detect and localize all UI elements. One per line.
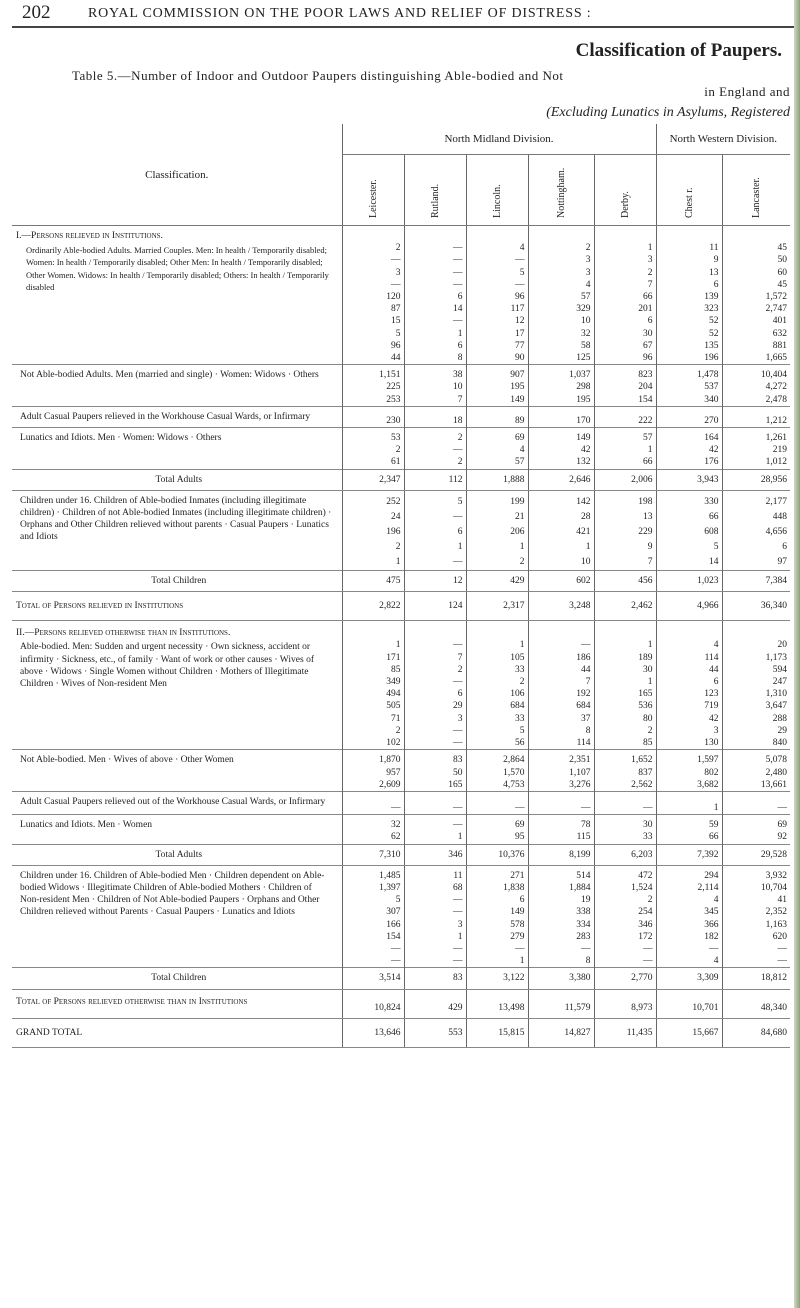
indoor-children-col: 2,177 448 4,656 6 97 xyxy=(722,490,790,570)
lunatic-col: 57 1 66 xyxy=(594,428,656,470)
top-rule xyxy=(12,26,794,28)
outdoor-ab-col: 1 171 85 349 494 505 71 2 102 xyxy=(342,639,404,749)
outdoor-children-col: 472 1,524 2 254 346 172 — — xyxy=(594,865,656,968)
outdoor-total: 10,824 xyxy=(342,989,404,1018)
notable-col: 907 195 149 xyxy=(466,365,528,407)
indoor-total-children: 7,384 xyxy=(722,570,790,591)
lunatic-col: 149 42 132 xyxy=(528,428,594,470)
ordinary-label: Ordinarily Able-bodied Adults. Married Couples. Men: In health / Temporarily disabled; Women: In health / Temporarily disabled; Other Men: In health / Temporarily disabled; Other Women. Widows: In health / Temporarily disabled; Others: In health / Temporarily disabled xyxy=(26,245,329,292)
notable-col: 1,037 298 195 xyxy=(528,365,594,407)
page-edge-shadow xyxy=(794,0,800,1308)
indoor-children-col: 198 13 229 9 7 xyxy=(594,490,656,570)
notable-col: 823 204 154 xyxy=(594,365,656,407)
outdoor-total-label: Total of Persons relieved otherwise than in Institutions xyxy=(12,989,342,1018)
col-rutland: Rutland. xyxy=(429,183,441,218)
col-chester: Chest r. xyxy=(683,187,695,218)
grand-total: 84,680 xyxy=(722,1018,790,1047)
indoor-total: 4,966 xyxy=(656,592,722,621)
outdoor-total-children: 18,812 xyxy=(722,968,790,989)
outdoor-total-adults: 7,310 xyxy=(342,844,404,865)
indoor-total-children: 475 xyxy=(342,570,404,591)
outdoor-lunatic-col: 59 66 xyxy=(656,815,722,844)
outdoor-lunatic-col: 69 95 xyxy=(466,815,528,844)
ordinary-col: 1 3 2 7 66 201 6 30 67 96 xyxy=(594,242,656,365)
north-western-header: North Western Division. xyxy=(656,124,790,155)
indoor-total-adults: 3,943 xyxy=(656,469,722,490)
outdoor-total-children: 3,380 xyxy=(528,968,594,989)
ordinary-col: — — — — 6 14 — 1 6 8 xyxy=(404,242,466,365)
indoor-total-children: 456 xyxy=(594,570,656,591)
grand-total: 15,667 xyxy=(656,1018,722,1047)
table-caption-cont: in England and xyxy=(704,84,790,99)
outdoor-total-adults: 7,392 xyxy=(656,844,722,865)
outdoor-ab-col: 20 1,173 594 247 1,310 3,647 288 29 840 xyxy=(722,639,790,749)
outdoor-total-adults: 10,376 xyxy=(466,844,528,865)
outdoor-notab-col: 2,351 1,107 3,276 xyxy=(528,750,594,792)
table-caption: Table 5.—Number of Indoor and Outdoor Paupers distinguishing Able-bodied and Not xyxy=(72,68,564,83)
outdoor-total: 429 xyxy=(404,989,466,1018)
outdoor-casual-cell: — xyxy=(722,791,790,814)
indoor-total-adults-label: Total Adults xyxy=(12,469,342,490)
classification-header: Classification. xyxy=(12,124,342,226)
outdoor-children-col: 294 2,114 4 345 366 182 — 4 xyxy=(656,865,722,968)
outdoor-ab-col: — 7 2 — 6 29 3 — — xyxy=(404,639,466,749)
outdoor-casual-cell: — xyxy=(342,791,404,814)
lunatic-label: Lunatics and Idiots. Men · Women: Widows · Others xyxy=(20,433,222,444)
section-title: Classification of Paupers. xyxy=(575,40,782,61)
indoor-total-adults: 112 xyxy=(404,469,466,490)
outdoor-notab-col: 1,597 802 3,682 xyxy=(656,750,722,792)
outdoor-notab-label: Not Able-bodied. Men · Wives of above · Other Women xyxy=(20,755,234,766)
notable-col: 10,404 4,272 2,478 xyxy=(722,365,790,407)
notable-col: 1,151 225 253 xyxy=(342,365,404,407)
ordinary-col: 2 3 3 4 57 329 10 32 58 125 xyxy=(528,242,594,365)
outdoor-total-adults: 346 xyxy=(404,844,466,865)
outdoor-total-adults: 6,203 xyxy=(594,844,656,865)
outdoor-total: 48,340 xyxy=(722,989,790,1018)
ordinary-col: 4 — 5 — 96 117 12 17 77 90 xyxy=(466,242,528,365)
indoor-children-label: Children under 16. Children of Able-bodied Inmates (including illegitimate children) · Children of not Able-bodied Inmates (including illegitimate children) · Orphans and Other Children relieved without parents · Casual Paupers · Lunatics and Idiots xyxy=(20,495,332,543)
outdoor-ab-label: Able-bodied. Men: Sudden and urgent necessity · Own sickness, accident or infirmity · Sickness, etc., of family · Want of work or other causes · Wives of above · Widows · Single Women without Children · Mothers of Illegitimate Children · Wives of Non-resident Men xyxy=(20,642,314,690)
outdoor-total-children: 3,309 xyxy=(656,968,722,989)
outdoor-notab-col: 1,652 837 2,562 xyxy=(594,750,656,792)
outdoor-casual-label: Adult Casual Paupers relieved out of the Workhouse Casual Wards, or Infirmary xyxy=(20,796,326,807)
casual-cell: 230 xyxy=(342,406,404,427)
indoor-total-adults: 2,347 xyxy=(342,469,404,490)
notable-col: 1,478 537 340 xyxy=(656,365,722,407)
indoor-total: 3,248 xyxy=(528,592,594,621)
indoor-total-label: Total of Persons relieved in Institutions xyxy=(12,592,342,621)
indoor-total: 2,317 xyxy=(466,592,528,621)
grand-total-label: GRAND TOTAL xyxy=(12,1018,342,1047)
outdoor-lunatic-col: 78 115 xyxy=(528,815,594,844)
outdoor-total-children: 3,514 xyxy=(342,968,404,989)
col-lincoln: Lincoln. xyxy=(491,184,503,218)
outdoor-ab-col: 1 189 30 1 165 536 80 2 85 xyxy=(594,639,656,749)
lunatic-col: 164 42 176 xyxy=(656,428,722,470)
outdoor-notab-col: 1,870 957 2,609 xyxy=(342,750,404,792)
casual-label: Adult Casual Paupers relieved in the Workhouse Casual Wards, or Infirmary xyxy=(20,411,311,422)
grand-total: 14,827 xyxy=(528,1018,594,1047)
indoor-total-adults: 28,956 xyxy=(722,469,790,490)
outdoor-total-adults: 29,528 xyxy=(722,844,790,865)
lunatic-col: 2 — 2 xyxy=(404,428,466,470)
outdoor-children-col: 514 1,884 19 338 334 283 — 8 xyxy=(528,865,594,968)
grand-total: 553 xyxy=(404,1018,466,1047)
indoor-total-adults: 1,888 xyxy=(466,469,528,490)
indoor-total: 36,340 xyxy=(722,592,790,621)
casual-cell: 89 xyxy=(466,406,528,427)
outdoor-total-children: 3,122 xyxy=(466,968,528,989)
pauper-table xyxy=(12,124,790,1048)
grand-total: 15,815 xyxy=(466,1018,528,1047)
outdoor-title: II.—Persons relieved otherwise than in Institutions. xyxy=(16,628,231,639)
outdoor-lunatic-col: — 1 xyxy=(404,815,466,844)
notable-col: 38 10 7 xyxy=(404,365,466,407)
indoor-total-adults: 2,646 xyxy=(528,469,594,490)
outdoor-lunatic-col: 30 33 xyxy=(594,815,656,844)
outdoor-notab-col: 5,078 2,480 13,661 xyxy=(722,750,790,792)
table-subcaption: (Excluding Lunatics in Asylums, Registered xyxy=(546,105,790,120)
outdoor-total: 13,498 xyxy=(466,989,528,1018)
outdoor-casual-cell: — xyxy=(404,791,466,814)
indoor-children-col: 5 — 6 1 — xyxy=(404,490,466,570)
indoor-total-children: 1,023 xyxy=(656,570,722,591)
outdoor-total: 10,701 xyxy=(656,989,722,1018)
outdoor-lunatic-label: Lunatics and Idiots. Men · Women xyxy=(20,820,153,831)
outdoor-total: 11,579 xyxy=(528,989,594,1018)
indoor-title: I.—Persons relieved in Institutions. xyxy=(16,231,163,241)
indoor-total: 2,462 xyxy=(594,592,656,621)
outdoor-casual-cell: — xyxy=(594,791,656,814)
north-midland-header: North Midland Division. xyxy=(342,124,656,155)
indoor-children-col: 330 66 608 5 14 xyxy=(656,490,722,570)
outdoor-total-children: 2,770 xyxy=(594,968,656,989)
indoor-total-children: 602 xyxy=(528,570,594,591)
ordinary-col: 2 — 3 — 120 87 15 5 96 44 xyxy=(342,242,404,365)
notable-label: Not Able-bodied Adults. Men (married and single) · Women: Widows · Others xyxy=(20,370,319,381)
grand-total: 11,435 xyxy=(594,1018,656,1047)
outdoor-children-col: 3,932 10,704 41 2,352 1,163 620 — — xyxy=(722,865,790,968)
outdoor-notab-col: 83 50 165 xyxy=(404,750,466,792)
indoor-total-children-label: Total Children xyxy=(12,570,342,591)
outdoor-ab-col: 4 114 44 6 123 719 42 3 130 xyxy=(656,639,722,749)
col-nottingham: Nottingham. xyxy=(555,167,567,218)
outdoor-casual-cell: — xyxy=(466,791,528,814)
casual-cell: 18 xyxy=(404,406,466,427)
indoor-total-adults: 2,006 xyxy=(594,469,656,490)
outdoor-ab-col: 1 105 33 2 106 684 33 5 56 xyxy=(466,639,528,749)
outdoor-children-col: 1,485 1,397 5 307 166 154 — — xyxy=(342,865,404,968)
lunatic-col: 1,261 219 1,012 xyxy=(722,428,790,470)
casual-cell: 270 xyxy=(656,406,722,427)
lunatic-col: 69 4 57 xyxy=(466,428,528,470)
casual-cell: 222 xyxy=(594,406,656,427)
casual-cell: 170 xyxy=(528,406,594,427)
outdoor-total-children: 83 xyxy=(404,968,466,989)
ordinary-col: 45 50 60 45 1,572 2,747 401 632 881 1,665 xyxy=(722,242,790,365)
indoor-children-col: 252 24 196 2 1 xyxy=(342,490,404,570)
outdoor-casual-cell: — xyxy=(528,791,594,814)
casual-cell: 1,212 xyxy=(722,406,790,427)
outdoor-children-col: 11 68 — — 3 1 — — xyxy=(404,865,466,968)
lunatic-col: 53 2 61 xyxy=(342,428,404,470)
page-number: 202 xyxy=(22,2,51,23)
grand-total: 13,646 xyxy=(342,1018,404,1047)
indoor-total-children: 429 xyxy=(466,570,528,591)
outdoor-ab-col: — 186 44 7 192 684 37 8 114 xyxy=(528,639,594,749)
col-leicester: Leicester. xyxy=(367,179,379,218)
indoor-total: 2,822 xyxy=(342,592,404,621)
outdoor-total: 8,973 xyxy=(594,989,656,1018)
outdoor-children-label: Children under 16. Children of Able-bodied Men · Children dependent on Able-bodied Widows · Illegitimate Children of Able-bodied Mothers · Children of Non-resident Men · Children of Not Able-bodied Paupers · Orphans and Other Children relieved without Parents · Casual Paupers · Lunatics and Idiots xyxy=(20,870,325,918)
outdoor-children-col: 271 1,838 6 149 578 279 — 1 xyxy=(466,865,528,968)
outdoor-lunatic-col: 69 92 xyxy=(722,815,790,844)
outdoor-casual-cell: 1 xyxy=(656,791,722,814)
outdoor-notab-col: 2,864 1,570 4,753 xyxy=(466,750,528,792)
outdoor-lunatic-col: 32 62 xyxy=(342,815,404,844)
indoor-total: 124 xyxy=(404,592,466,621)
indoor-children-col: 142 28 421 1 10 xyxy=(528,490,594,570)
indoor-total-children: 12 xyxy=(404,570,466,591)
indoor-children-col: 199 21 206 1 2 xyxy=(466,490,528,570)
outdoor-total-children-label: Total Children xyxy=(12,968,342,989)
col-lancaster: Lancaster. xyxy=(750,177,762,218)
outdoor-total-adults: 8,199 xyxy=(528,844,594,865)
running-head: ROYAL COMMISSION ON THE POOR LAWS AND RELIEF OF DISTRESS : xyxy=(88,6,592,21)
ordinary-col: 11 9 13 6 139 323 52 52 135 196 xyxy=(656,242,722,365)
col-derby: Derby. xyxy=(619,191,631,218)
outdoor-total-adults-label: Total Adults xyxy=(12,844,342,865)
